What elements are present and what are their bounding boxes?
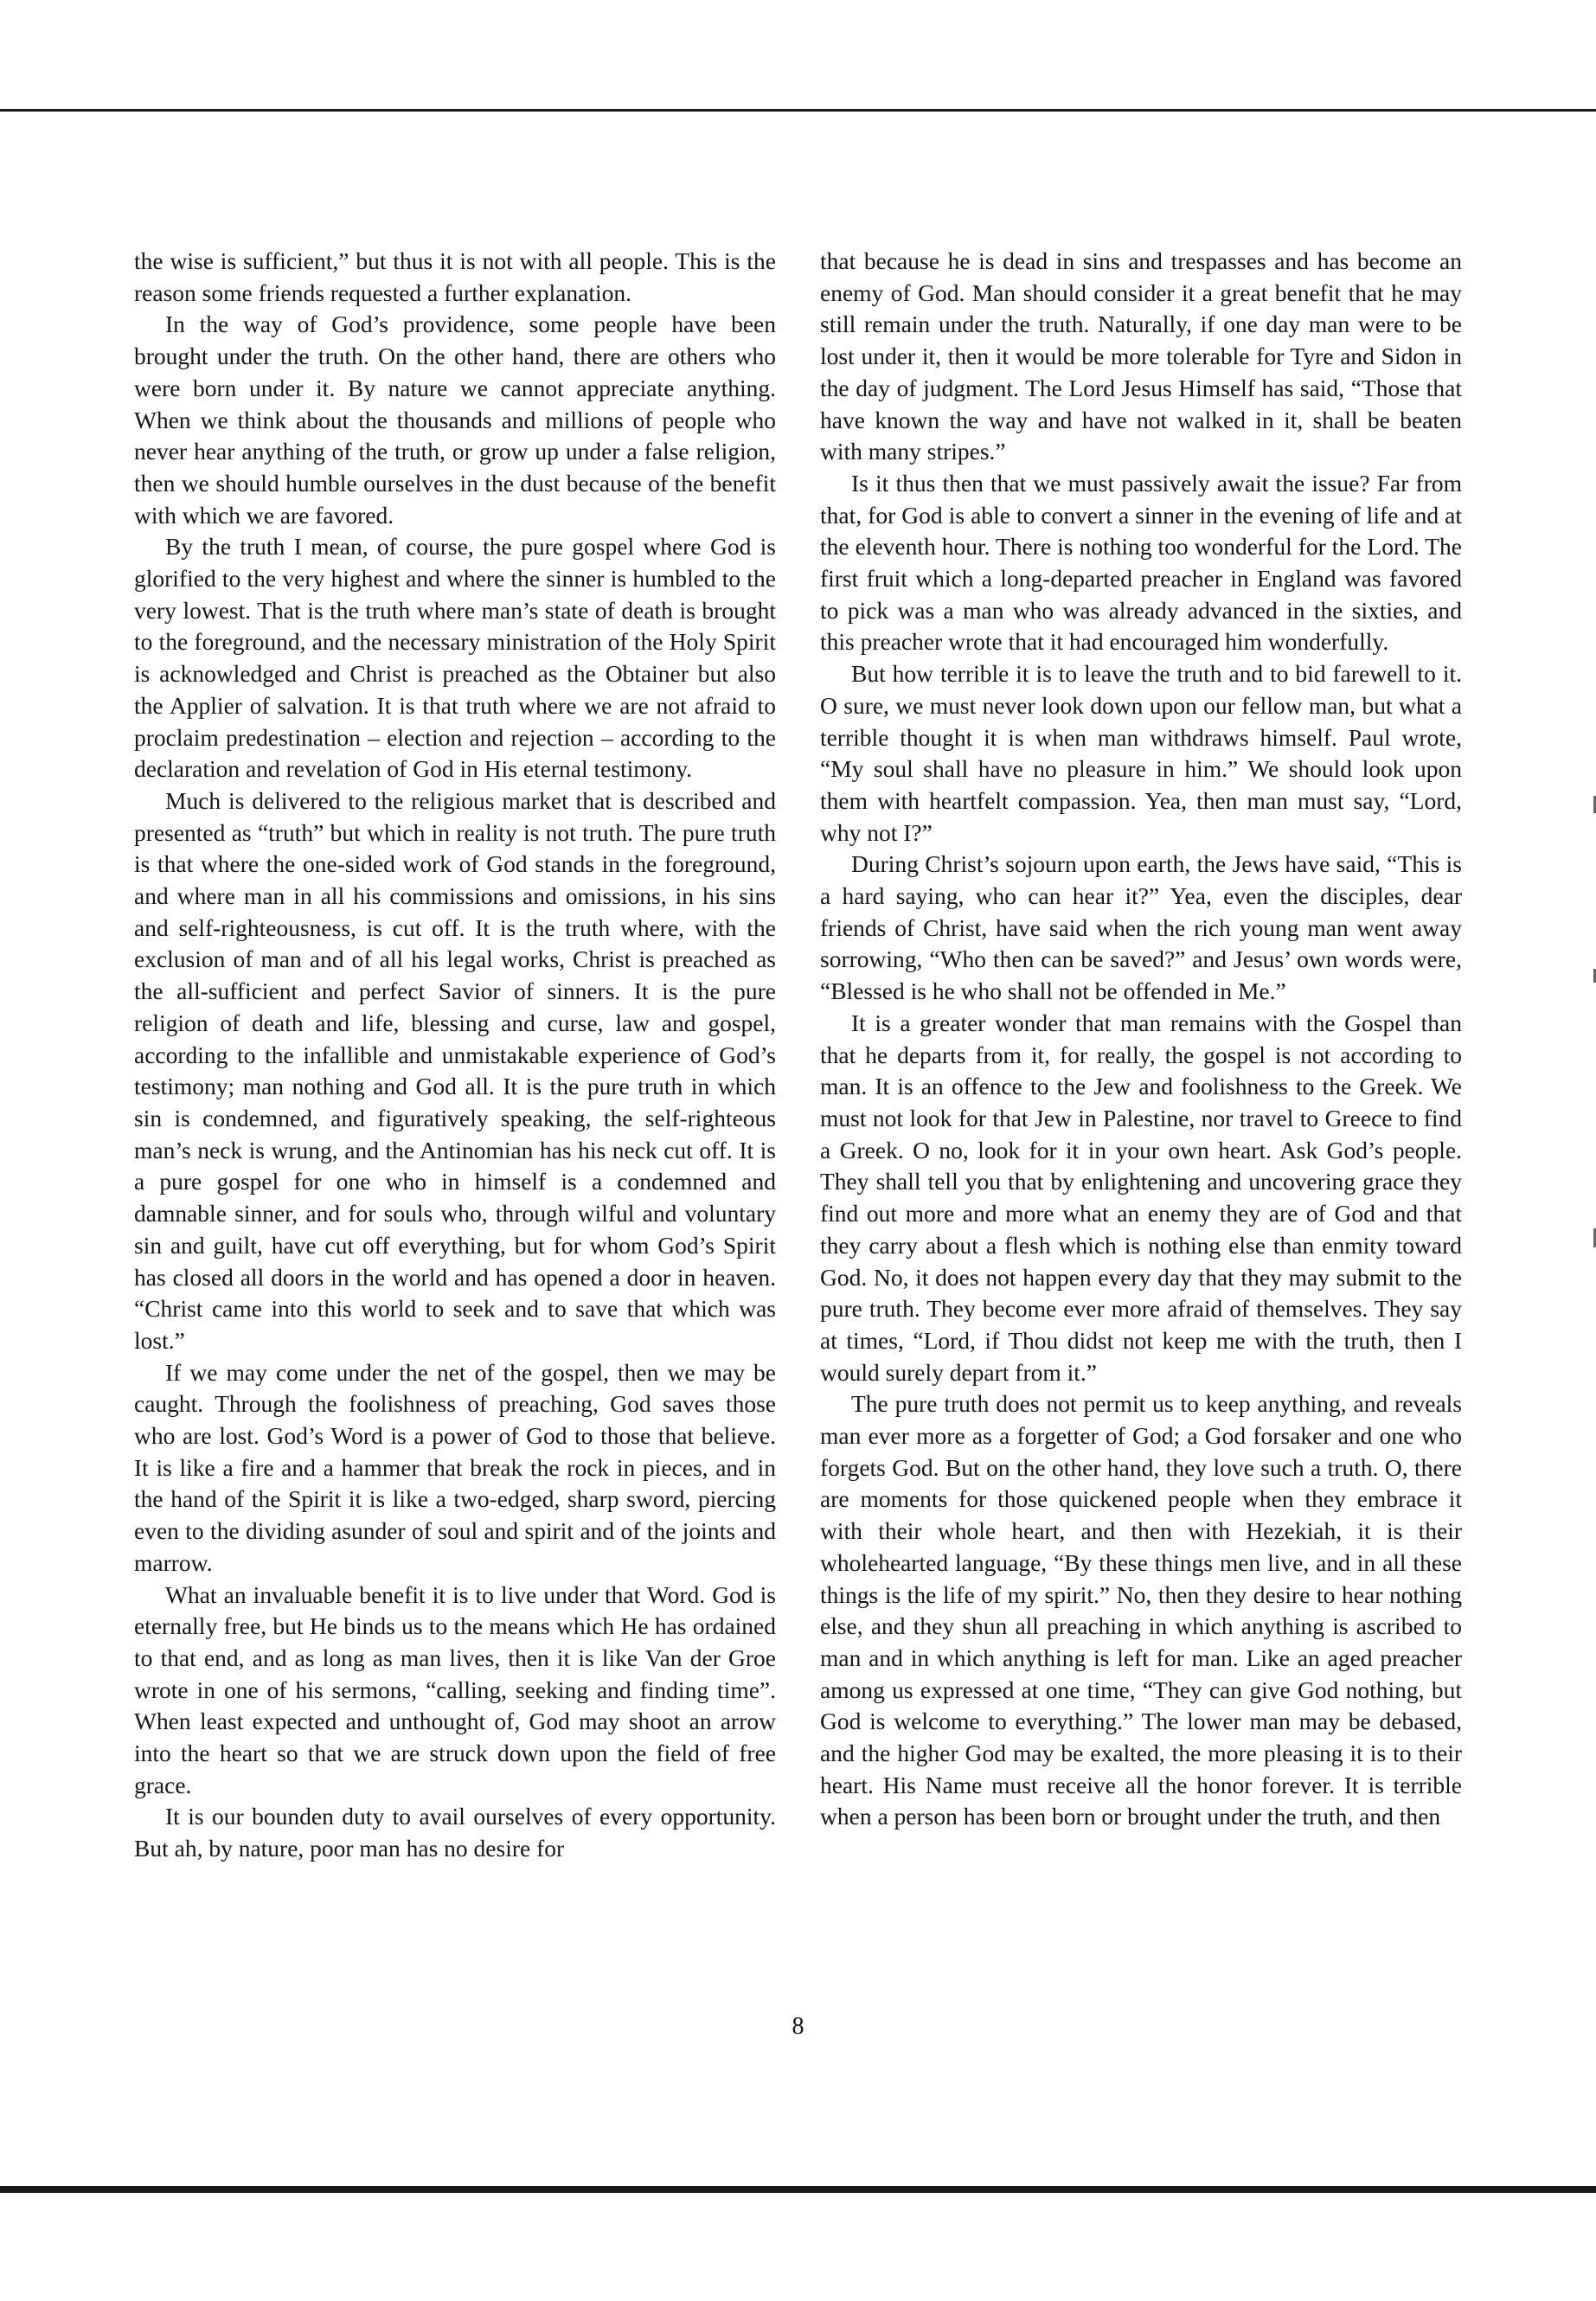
paragraph: Much is delivered to the religious market that is described and presented as “truth” but which in reality is not truth. The pure truth is that where the one-sided work of God stands in the foreground, and where man in all his commissions and omissions, in his sins and self-righteousness, is cut off. It is the truth where, with the exclusion of man and of all his legal works, Christ is preached as the all-sufficient and perfect Savior of sinners. It is the pure religion of death and life, blessing and curse, law and gospel, according to the infallible and unmistakable experience of God’s testimony; man nothing and God all. It is the pure truth in which sin is condemned, and figuratively speaking, the self-righteous man’s neck is wrung, and the Antinomian has his neck cut off. It is a pure gospel for one who in himself is a condemned and damnable sinner, and for souls who, through wilful and voluntary sin and guilt, have cut off everything, but for whom God’s Spirit has closed all doors in the world and has opened a door in heaven. “Christ came into this world to seek and to save that which was lost.” bbox=[134, 786, 776, 1354]
paragraph: It is a greater wonder that man remains with the Gospel than that he departs from it, for really, the gospel is not according to man. It is an offence to the Jew and foolishness to the Greek. We must not look for that Jew in Palestine, nor travel to Greece to find a Greek. O no, look for it in your own heart. Ask God’s people. They shall tell you that by enlightening and uncovering grace they find out more and more what an enemy they are of God and that they carry about a flesh which is nothing else than enmity toward God. No, it does not happen every day that they may submit to the pure truth. They become ever more afraid of themselves. They say at times, “Lord, if Thou didst not keep me with the truth, then I would surely depart from it.” bbox=[820, 1009, 1462, 1386]
paragraph: By the truth I mean, of course, the pure gospel where God is glorified to the very highest and where the sinner is humbled to the very lowest. That is the truth where man’s state of death is brought to the foreground, and the necessary ministration of the Holy Spirit is acknowledged and Christ is preached as the Obtainer but also the Applier of salvation. It is that truth where we are not afraid to proclaim predestination – election and rejection – according to the declaration and revelation of God in His eternal testimony. bbox=[134, 533, 776, 783]
right-text-column bbox=[820, 246, 1462, 1833]
paragraph: Is it thus then that we must passively await the issue? Far from that, for God is able to convert a sinner in the evening of life and at the eleventh hour. There is nothing too wonderful for the Lord. The first fruit which a long-departed preacher in England was favored to pick was a man who was already advanced in the sixties, and this preacher wrote that it had encouraged him wonderfully. bbox=[820, 469, 1462, 656]
paragraph: It is our bounden duty to avail ourselves of every opportunity. But ah, by nature, poor man has no desire for bbox=[134, 1803, 776, 1862]
page-number: 8 bbox=[792, 2013, 804, 2040]
page-top-edge bbox=[0, 109, 1596, 112]
page-bottom-edge bbox=[0, 2186, 1596, 2193]
left-text-column bbox=[134, 246, 776, 1865]
paragraph: During Christ’s sojourn upon earth, the Jews have said, “This is a hard saying, who can hear it?” Yea, even the disciples, dear friends of Christ, have said when the rich young man went away sorrowing, “Who then can be saved?” and Jesus’ own words were, “Blessed is he who shall not be offended in Me.” bbox=[820, 850, 1462, 1005]
paragraph: the wise is sufficient,” but thus it is not with all people. This is the reason some friends requested a further explanation. bbox=[134, 247, 776, 306]
paragraph: that because he is dead in sins and trespasses and has become an enemy of God. Man should consider it a great benefit that he may still remain under the truth. Naturally, if one day man were to be lost under it, then it would be more tolerable for Tyre and Sidon in the day of judgment. The Lord Jesus Himself has said, “Those that have known the way and have not walked in it, shall be beaten with many stripes.” bbox=[820, 247, 1462, 465]
paragraph: In the way of God’s providence, some people have been brought under the truth. On the other hand, there are others who were born under it. By nature we cannot appreciate anything. When we think about the thousands and millions of people who never hear anything of the truth, or grow up under a false religion, then we should humble ourselves in the dust because of the benefit with which we are favored. bbox=[134, 311, 776, 529]
paragraph: But how terrible it is to leave the truth and to bid farewell to it. O sure, we must never look down upon our fellow man, but what a terrible thought it is when man withdraws himself. Paul wrote, “My soul shall have no pleasure in him.” We should look upon them with heartfelt compassion. Yea, then man must say, “Lord, why not I?” bbox=[820, 660, 1462, 846]
paragraph: The pure truth does not permit us to keep anything, and reveals man ever more as a forgetter of God; a God forsaker and one who forgets God. But on the other hand, they love such a truth. O, there are moments for those quickened people when they embrace it with their whole heart, and then with Hezekiah, it is their wholehearted language, “By these things men live, and in all these things is the life of my spirit.” No, then they desire to hear nothing else, and they shun all preaching in which anything is ascribed to man and in which anything is left for man. Like an aged preacher among us expressed at one time, “They can give God nothing, but God is welcome to everything.” The lower man may be debased, and the higher God may be exalted, the more pleasing it is to their heart. His Name must receive all the honor forever. It is terrible when a person has been born or brought under the truth, and then bbox=[820, 1390, 1462, 1830]
paragraph: What an invaluable benefit it is to live under that Word. God is eternally free, but He binds us to the means which He has ordained to that end, and as long as man lives, then it is like Van der Groe wrote in one of his sermons, “calling, seeking and finding time”. When least expected and unthought of, God may shoot an arrow into the heart so that we are struck down upon the field of free grace. bbox=[134, 1580, 776, 1798]
paragraph: If we may come under the net of the gospel, then we may be caught. Through the foolishness of preaching, God saves those who are lost. God’s Word is a power of God to those that believe. It is like a fire and a hammer that break the rock in pieces, and in the hand of the Spirit it is like a two-edged, sharp sword, piercing even to the dividing asunder of soul and spirit and of the joints and marrow. bbox=[134, 1358, 776, 1576]
